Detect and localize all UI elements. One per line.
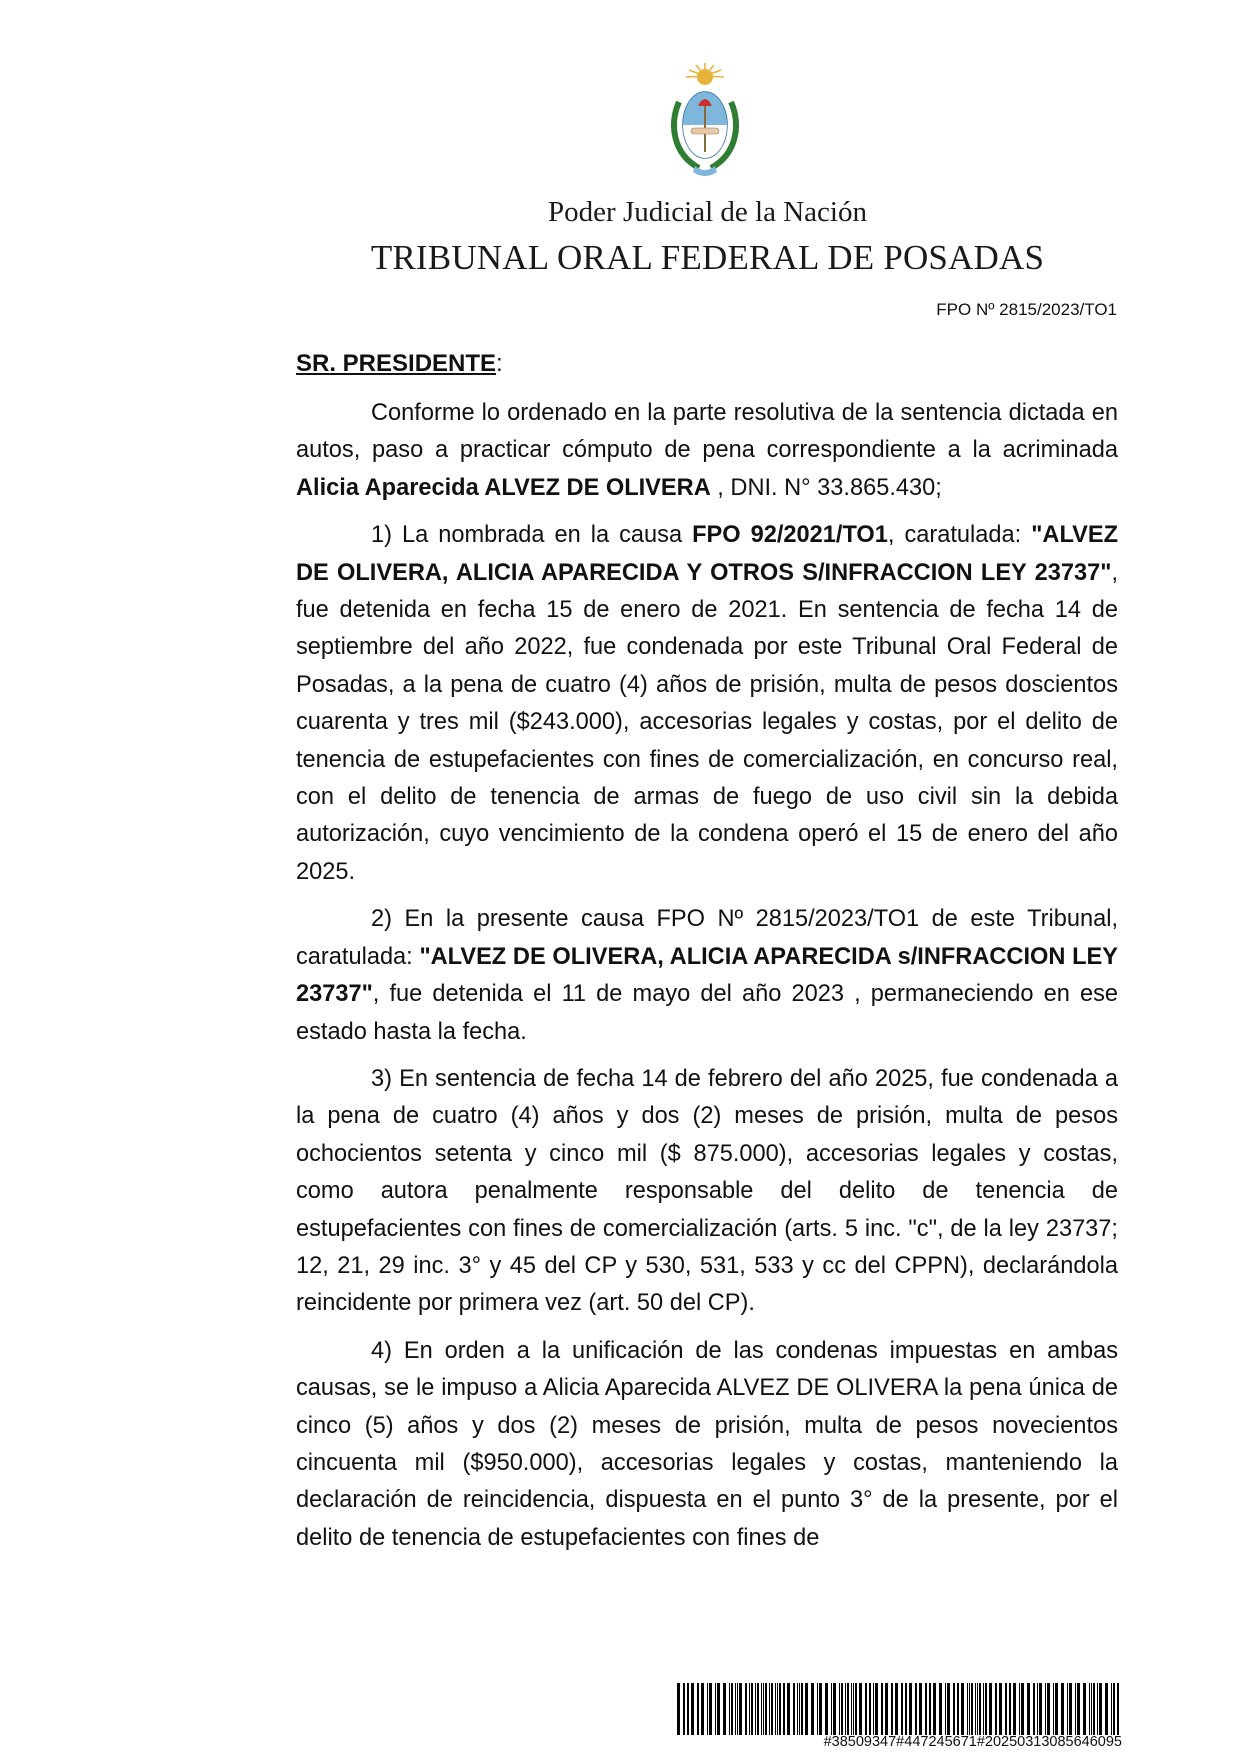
barcode-bar — [939, 1683, 942, 1735]
p2-text-2: , fue detenida el 11 de mayo del año 2023 , permaneciendo en ese estado hasta la fecha. — [296, 981, 1118, 1045]
barcode-bar — [1093, 1683, 1095, 1735]
barcode-bar — [1037, 1683, 1038, 1735]
barcode-bar — [957, 1683, 959, 1735]
barcode-bar — [1077, 1683, 1080, 1735]
barcode-bar — [929, 1683, 931, 1735]
barcode-bar — [1117, 1683, 1119, 1735]
barcode-bar — [919, 1683, 922, 1735]
barcode-bar — [775, 1683, 776, 1735]
defendant-name: Alicia Aparecida ALVEZ DE OLIVERA — [296, 474, 711, 501]
barcode-number: #38509347#447245671#20250313085646095 — [823, 1734, 1122, 1750]
barcode-bar — [1021, 1683, 1024, 1735]
barcode-bar — [851, 1683, 852, 1735]
barcode-bar — [677, 1683, 680, 1735]
barcode-bar — [1075, 1683, 1076, 1735]
barcode-bar — [915, 1683, 917, 1735]
barcode-bar — [1005, 1683, 1007, 1735]
barcode-bar — [1099, 1683, 1102, 1735]
barcode-bar — [839, 1683, 840, 1735]
intro-text-1: Conforme lo ordenado en la parte resolutiva de la sentencia dictada en autos, paso a practicar cómputo de pena correspondiente a la acriminada — [296, 400, 1118, 464]
p1-case-title: "ALVEZ DE OLIVERA, ALICIA APARECIDA Y OTROS S/INFRACCION LEY 23737" — [296, 522, 1118, 586]
barcode-bar — [831, 1683, 832, 1735]
barcode-bar — [817, 1683, 818, 1735]
barcode-bar — [745, 1683, 747, 1735]
barcode-bar — [687, 1683, 689, 1735]
barcode-bar — [1091, 1683, 1092, 1735]
barcode-bar — [885, 1683, 888, 1735]
p4-text-1: 4) En orden a la unificación de las condenas impuestas en ambas causas, se le impuso a Alicia Aparecida ALVEZ DE OLIVERA la pena única de cinco (5) años y dos (2) meses de prisión, multa de pesos novecientos cincuenta mil ($950.000), accesorias legales y costas, manteniendo la declaración de reincidencia, dispuesta en el punto 3° de la presente, por el delito de tenencia de estupefacientes con fines de — [296, 1337, 1118, 1551]
barcode-bar — [1009, 1683, 1011, 1735]
barcode-bar — [989, 1683, 992, 1735]
intro-text-2: , DNI. N° 33.865.430; — [710, 474, 942, 501]
barcode-bar — [995, 1683, 997, 1735]
barcode-bar — [765, 1683, 767, 1735]
barcode-bar — [739, 1683, 742, 1735]
barcode-bar — [847, 1683, 849, 1735]
barcode-bar — [731, 1683, 733, 1735]
barcode-bar — [1027, 1683, 1030, 1735]
paragraph-2 — [296, 901, 1118, 1051]
p1-case-number: FPO 92/2021/TO1 — [692, 522, 888, 549]
barcode-bar — [1047, 1683, 1050, 1735]
barcode-bar — [1097, 1683, 1098, 1735]
paragraph-4 — [296, 1333, 1118, 1557]
barcode-bar — [691, 1683, 694, 1735]
p1-text-1: 1) La nombrada en la causa — [371, 522, 693, 549]
p1-text-2: , caratulada: — [887, 522, 1032, 549]
barcode-bar — [841, 1683, 843, 1735]
barcode-bar — [729, 1683, 730, 1735]
barcode-bar — [701, 1683, 704, 1735]
barcode-bar — [865, 1683, 867, 1735]
barcode-bar — [707, 1683, 708, 1735]
barcode-bar — [819, 1683, 822, 1735]
barcode-bar — [853, 1683, 854, 1735]
p2-text-1: 2) En la presente causa FPO Nº 2815/2023/TO1 de este Tribunal, caratulada: — [296, 906, 1118, 970]
barcode-bar — [969, 1683, 970, 1735]
barcode-bar — [763, 1683, 764, 1735]
salutation-title: SR. PRESIDENTE — [296, 350, 497, 377]
sun-disc — [697, 69, 713, 85]
barcode-bar — [715, 1683, 716, 1735]
barcode-bar — [755, 1683, 756, 1735]
barcode-bar — [797, 1683, 798, 1735]
barcode-bar — [1033, 1683, 1035, 1735]
barcode-bar — [925, 1683, 927, 1735]
p2-case-title: "ALVEZ DE OLIVERA, ALICIA APARECIDA s/INFRACCION LEY 23737" — [296, 943, 1118, 1008]
p1-text-3: , fue detenida en fecha 15 de enero de 2021. En sentencia de fecha 14 de septiembre del año 2022, fue condenada por este Tribunal Oral Federal de Posadas, a la pena de cuatro (4) años de prisión, multa de pesos doscientos cuarenta y tres mil ($243.000), accesorias legales y costas, por el delito de tenencia de estupefacientes con fines de comercialización, en concurso real, con el delito de tenencia de armas de fuego de uso civil sin la debida autorización, cuyo vencimiento de la condena operó el 15 de enero del año 2025. — [296, 559, 1118, 885]
barcode-bar — [961, 1683, 964, 1735]
barcode-bar — [749, 1683, 750, 1735]
barcode-bar — [1019, 1683, 1020, 1735]
barcode-bar — [683, 1683, 685, 1735]
barcode-bar — [761, 1683, 762, 1735]
barcode-bar — [855, 1683, 857, 1735]
barcode-bar — [783, 1683, 785, 1735]
institution-name: Poder Judicial de la Nación — [548, 196, 867, 228]
barcode-bar — [859, 1683, 862, 1735]
barcode-bar — [979, 1683, 981, 1735]
barcode-bar — [875, 1683, 878, 1735]
barcode-bar — [751, 1683, 753, 1735]
case-reference: FPO Nº 2815/2023/TO1 — [936, 300, 1117, 319]
barcode-bar — [793, 1683, 795, 1735]
barcode-bar — [833, 1683, 836, 1735]
barcode-bar — [825, 1683, 828, 1735]
salutation-colon: : — [496, 350, 503, 377]
barcode-bar — [905, 1683, 907, 1735]
barcode-bar — [909, 1683, 912, 1735]
barcode-bar — [771, 1683, 773, 1735]
barcode-bar — [895, 1683, 898, 1735]
barcode-bar — [1055, 1683, 1058, 1735]
barcode-bar — [977, 1683, 978, 1735]
clasped-hands — [691, 128, 719, 134]
barcode-bar — [717, 1683, 720, 1735]
barcode-bar — [975, 1683, 976, 1735]
barcode-bar — [799, 1683, 800, 1735]
court-name: TRIBUNAL ORAL FEDERAL DE POSADAS — [370, 238, 1045, 277]
barcode-bar — [757, 1683, 759, 1735]
barcode-bar — [1111, 1683, 1112, 1735]
barcode-bar — [901, 1683, 903, 1735]
barcode-bar — [779, 1683, 781, 1735]
document-body — [296, 395, 1118, 1567]
barcode-bar — [787, 1683, 790, 1735]
barcode-bar — [947, 1683, 950, 1735]
barcode-bar — [1083, 1683, 1086, 1735]
barcode-bar — [769, 1683, 770, 1735]
barcode-bar — [971, 1683, 973, 1735]
barcode-bar — [1113, 1683, 1115, 1735]
salutation — [296, 350, 503, 378]
barcode-bar — [873, 1683, 874, 1735]
paragraph-3 — [296, 1061, 1118, 1323]
barcode-bar — [869, 1683, 871, 1735]
barcode-bar — [945, 1683, 946, 1735]
barcode-bar — [709, 1683, 712, 1735]
barcode-bar — [811, 1683, 814, 1735]
barcode-bar — [801, 1683, 803, 1735]
barcode-bar — [1061, 1683, 1064, 1735]
barcode-bar — [881, 1683, 883, 1735]
barcode-bar — [985, 1683, 987, 1735]
barcode-bar — [1013, 1683, 1016, 1735]
barcode-bar — [805, 1683, 808, 1735]
barcode-bar — [697, 1683, 699, 1735]
barcode-bar — [999, 1683, 1002, 1735]
barcode-bar — [983, 1683, 984, 1735]
barcode-bar — [891, 1683, 893, 1735]
barcode-bar — [967, 1683, 968, 1735]
barcode-bar — [1069, 1683, 1072, 1735]
p3-text-1: 3) En sentencia de fecha 14 de febrero del año 2025, fue condenada a la pena de cuatro (4) años y dos (2) meses de prisión, multa de pesos ochocientos setenta y cinco mil ($ 875.000), accesorias legales y costas, como autora penalmente responsable del delito de tenencia de estupefacientes con fines de comercialización (arts. 5 inc. "c", de la ley 23737; 12, 21, 29 inc. 3° y 45 del CP y 530, 531, 533 y cc del CPPN), declarándola reincidente por primera vez (art. 50 del CP). — [296, 1065, 1118, 1317]
barcode-bar — [735, 1683, 736, 1735]
barcode-bar — [933, 1683, 936, 1735]
barcode-bar — [777, 1683, 778, 1735]
barcode-bar — [1053, 1683, 1054, 1735]
paragraph-intro — [296, 395, 1118, 507]
document-barcode — [677, 1683, 1122, 1735]
paragraph-1 — [296, 517, 1118, 891]
barcode-bar — [845, 1683, 846, 1735]
barcode-bar — [737, 1683, 738, 1735]
coat-of-arms-seal — [665, 62, 745, 180]
barcode-bar — [953, 1683, 955, 1735]
barcode-bar — [723, 1683, 726, 1735]
barcode-bar — [1067, 1683, 1068, 1735]
barcode-bar — [1105, 1683, 1108, 1735]
barcode-bar — [1089, 1683, 1090, 1735]
barcode-bar — [1045, 1683, 1046, 1735]
barcode-bar — [1039, 1683, 1042, 1735]
ribbon — [693, 166, 717, 176]
